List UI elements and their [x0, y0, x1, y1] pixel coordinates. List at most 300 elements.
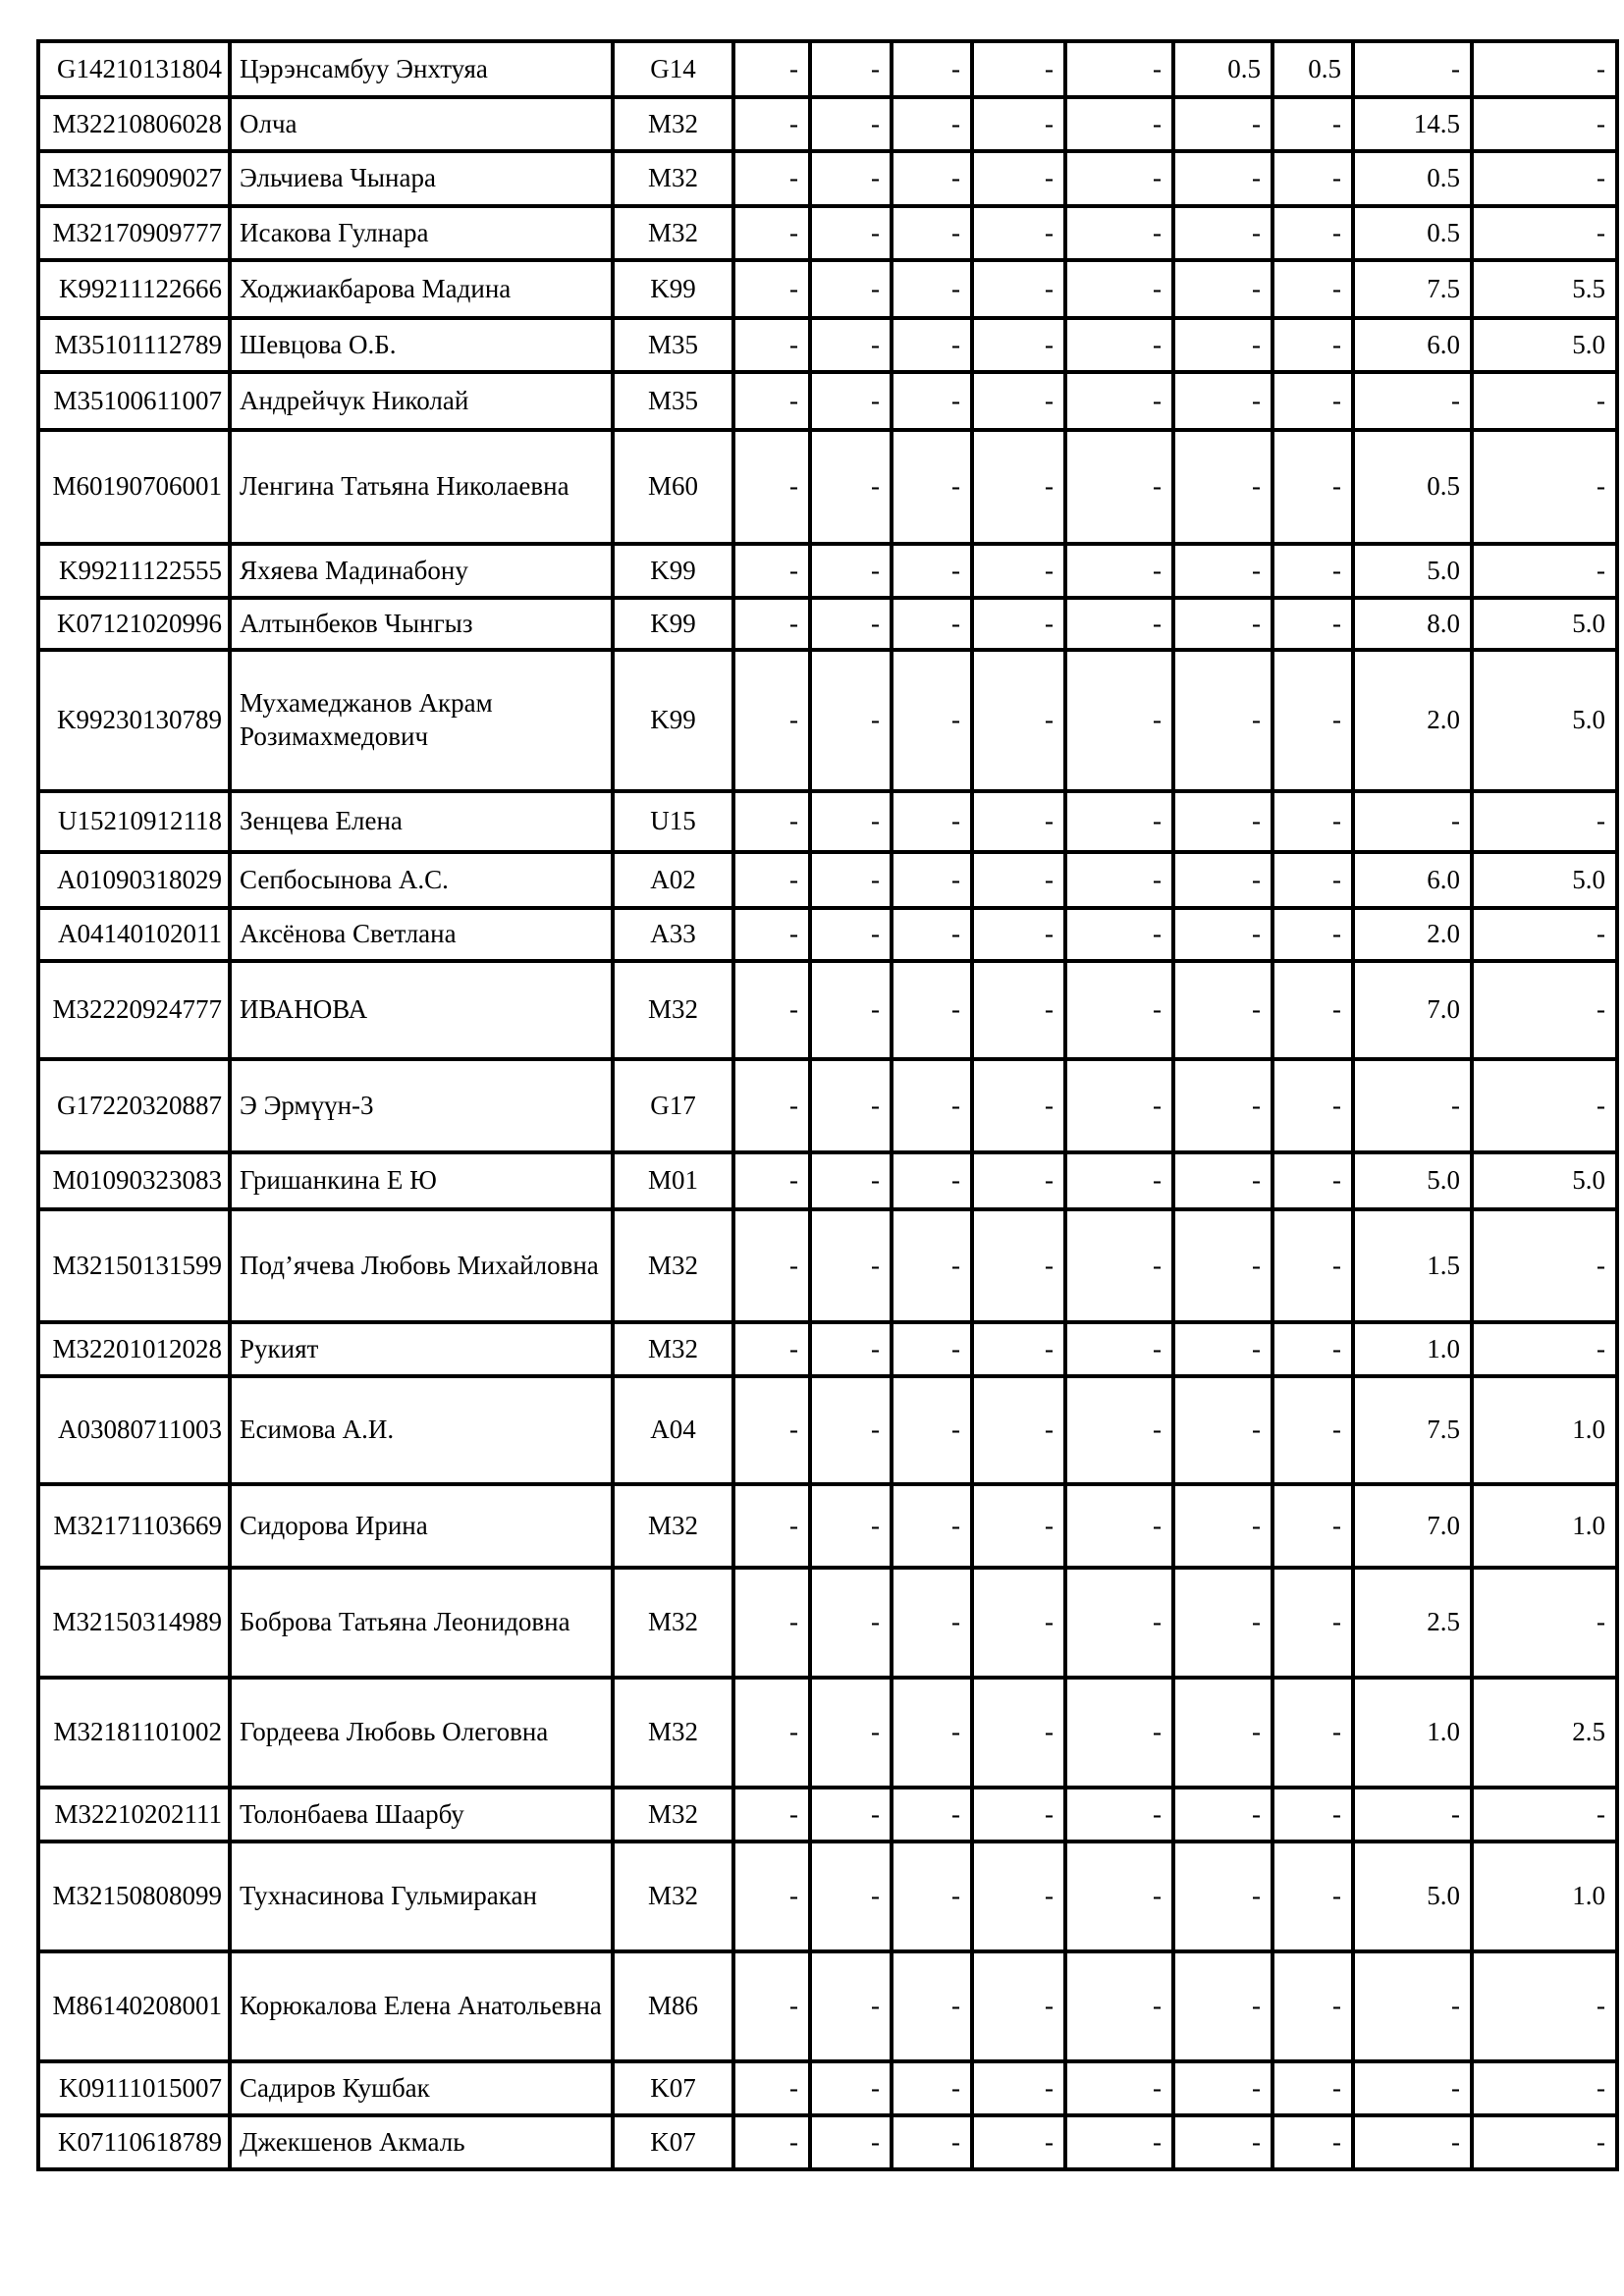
cell-value-6: -: [1173, 852, 1272, 908]
cell-value-1: -: [733, 1322, 810, 1376]
cell-value-3: -: [892, 1376, 972, 1484]
cell-group-code: M32: [613, 961, 733, 1059]
cell-group-code: M32: [613, 1678, 733, 1788]
cell-value-8: -: [1353, 791, 1472, 852]
cell-group-code: M32: [613, 151, 733, 206]
cell-value-5: -: [1065, 1322, 1173, 1376]
cell-value-3: -: [892, 151, 972, 206]
cell-participant-id: A03080711003: [38, 1376, 230, 1484]
cell-value-8: 8.0: [1353, 598, 1472, 650]
cell-participant-name: Цэрэнсамбуу Энхтуяа: [230, 41, 613, 97]
cell-value-2: -: [810, 791, 892, 852]
cell-participant-name: Толонбаева Шаарбу: [230, 1788, 613, 1842]
cell-value-9: -: [1472, 430, 1617, 544]
cell-value-4: -: [972, 430, 1065, 544]
table-row: [38, 544, 1617, 598]
table-row: [38, 908, 1617, 961]
cell-value-4: -: [972, 2061, 1065, 2115]
cell-participant-id: K99211122555: [38, 544, 230, 598]
cell-value-1: -: [733, 961, 810, 1059]
table-row: [38, 852, 1617, 908]
cell-participant-id: M35100611007: [38, 372, 230, 430]
cell-group-code: M60: [613, 430, 733, 544]
cell-value-6: -: [1173, 1059, 1272, 1152]
cell-value-8: 6.0: [1353, 318, 1472, 372]
cell-value-8: -: [1353, 2115, 1472, 2169]
cell-value-4: -: [972, 1842, 1065, 1951]
cell-value-2: -: [810, 430, 892, 544]
cell-value-2: -: [810, 961, 892, 1059]
cell-value-4: -: [972, 961, 1065, 1059]
cell-value-8: 14.5: [1353, 97, 1472, 151]
cell-value-3: -: [892, 1152, 972, 1209]
cell-participant-name: Шевцова О.Б.: [230, 318, 613, 372]
cell-participant-id: M35101112789: [38, 318, 230, 372]
cell-value-3: -: [892, 1678, 972, 1788]
cell-participant-name: Есимова А.И.: [230, 1376, 613, 1484]
cell-group-code: M32: [613, 1788, 733, 1842]
cell-participant-id: M32150808099: [38, 1842, 230, 1951]
cell-participant-name: Сидорова Ирина: [230, 1484, 613, 1568]
cell-value-9: -: [1472, 41, 1617, 97]
cell-value-1: -: [733, 260, 810, 318]
cell-value-7: -: [1272, 791, 1353, 852]
cell-value-6: -: [1173, 1568, 1272, 1678]
cell-value-4: -: [972, 1059, 1065, 1152]
cell-value-9: -: [1472, 1209, 1617, 1322]
cell-value-9: 5.0: [1472, 318, 1617, 372]
cell-value-4: -: [972, 1951, 1065, 2061]
cell-value-6: -: [1173, 791, 1272, 852]
cell-value-3: -: [892, 1322, 972, 1376]
cell-value-5: -: [1065, 318, 1173, 372]
cell-value-7: -: [1272, 430, 1353, 544]
cell-value-8: 1.5: [1353, 1209, 1472, 1322]
cell-value-7: -: [1272, 206, 1353, 260]
cell-value-3: -: [892, 544, 972, 598]
cell-value-5: -: [1065, 260, 1173, 318]
table-row: [38, 1678, 1617, 1788]
cell-value-8: -: [1353, 1059, 1472, 1152]
cell-participant-name: Тухнасинова Гульмиракан: [230, 1842, 613, 1951]
cell-value-7: -: [1272, 1951, 1353, 2061]
cell-group-code: K99: [613, 260, 733, 318]
cell-value-4: -: [972, 151, 1065, 206]
cell-value-1: -: [733, 206, 810, 260]
cell-value-2: -: [810, 544, 892, 598]
cell-value-4: -: [972, 41, 1065, 97]
cell-value-1: -: [733, 97, 810, 151]
cell-participant-id: K07121020996: [38, 598, 230, 650]
cell-value-3: -: [892, 598, 972, 650]
cell-value-6: -: [1173, 598, 1272, 650]
cell-participant-name: Яхяева Мадинабону: [230, 544, 613, 598]
cell-value-7: -: [1272, 650, 1353, 791]
cell-value-2: -: [810, 1209, 892, 1322]
cell-group-code: K07: [613, 2061, 733, 2115]
cell-value-4: -: [972, 206, 1065, 260]
cell-value-3: -: [892, 1059, 972, 1152]
cell-value-4: -: [972, 260, 1065, 318]
table-row: [38, 151, 1617, 206]
cell-value-2: -: [810, 2061, 892, 2115]
cell-value-2: -: [810, 206, 892, 260]
cell-value-2: -: [810, 1059, 892, 1152]
cell-value-9: 5.0: [1472, 852, 1617, 908]
cell-participant-name: Джекшенов Акмаль: [230, 2115, 613, 2169]
cell-value-3: -: [892, 852, 972, 908]
cell-value-7: -: [1272, 1678, 1353, 1788]
cell-value-1: -: [733, 1376, 810, 1484]
cell-value-1: -: [733, 1059, 810, 1152]
cell-value-7: -: [1272, 1568, 1353, 1678]
cell-value-6: -: [1173, 1484, 1272, 1568]
cell-value-8: -: [1353, 41, 1472, 97]
cell-value-9: 2.5: [1472, 1678, 1617, 1788]
cell-value-5: -: [1065, 1678, 1173, 1788]
table-row: [38, 2061, 1617, 2115]
cell-value-1: -: [733, 1209, 810, 1322]
cell-value-9: 1.0: [1472, 1842, 1617, 1951]
cell-value-1: -: [733, 544, 810, 598]
cell-value-7: -: [1272, 318, 1353, 372]
cell-value-4: -: [972, 1678, 1065, 1788]
cell-value-6: -: [1173, 1152, 1272, 1209]
cell-group-code: K99: [613, 544, 733, 598]
cell-value-5: -: [1065, 1842, 1173, 1951]
cell-value-2: -: [810, 1678, 892, 1788]
cell-value-9: -: [1472, 1568, 1617, 1678]
cell-group-code: K99: [613, 598, 733, 650]
cell-value-9: 5.0: [1472, 650, 1617, 791]
cell-value-8: 7.0: [1353, 961, 1472, 1059]
cell-value-2: -: [810, 151, 892, 206]
cell-value-1: -: [733, 1568, 810, 1678]
cell-value-9: -: [1472, 206, 1617, 260]
cell-value-9: 5.0: [1472, 1152, 1617, 1209]
cell-participant-id: G14210131804: [38, 41, 230, 97]
cell-value-4: -: [972, 791, 1065, 852]
cell-value-5: -: [1065, 2115, 1173, 2169]
cell-value-7: -: [1272, 1788, 1353, 1842]
cell-value-9: -: [1472, 2061, 1617, 2115]
cell-participant-name: Мухамеджанов Акрам Розимахмедович: [230, 650, 613, 791]
cell-participant-name: Ходжиакбарова Мадина: [230, 260, 613, 318]
cell-value-2: -: [810, 1322, 892, 1376]
cell-value-3: -: [892, 1484, 972, 1568]
cell-participant-name: Олча: [230, 97, 613, 151]
cell-value-6: -: [1173, 206, 1272, 260]
cell-value-4: -: [972, 852, 1065, 908]
cell-value-6: -: [1173, 544, 1272, 598]
cell-value-8: -: [1353, 372, 1472, 430]
cell-value-4: -: [972, 1376, 1065, 1484]
cell-value-6: -: [1173, 1376, 1272, 1484]
cell-value-7: 0.5: [1272, 41, 1353, 97]
cell-value-7: -: [1272, 2115, 1353, 2169]
cell-value-8: 1.0: [1353, 1322, 1472, 1376]
cell-participant-id: M32150131599: [38, 1209, 230, 1322]
cell-value-6: -: [1173, 1209, 1272, 1322]
cell-value-4: -: [972, 1484, 1065, 1568]
cell-value-5: -: [1065, 908, 1173, 961]
cell-value-7: -: [1272, 598, 1353, 650]
cell-value-5: -: [1065, 598, 1173, 650]
cell-value-5: -: [1065, 2061, 1173, 2115]
cell-participant-name: ИВАНОВА: [230, 961, 613, 1059]
cell-group-code: M32: [613, 1209, 733, 1322]
cell-value-6: -: [1173, 2061, 1272, 2115]
cell-value-8: 2.0: [1353, 908, 1472, 961]
cell-value-3: -: [892, 791, 972, 852]
cell-value-6: -: [1173, 1322, 1272, 1376]
cell-participant-name: Эльчиева Чынара: [230, 151, 613, 206]
cell-value-9: -: [1472, 791, 1617, 852]
cell-value-7: -: [1272, 2061, 1353, 2115]
cell-participant-id: M32150314989: [38, 1568, 230, 1678]
cell-value-7: -: [1272, 852, 1353, 908]
cell-participant-id: M32210806028: [38, 97, 230, 151]
cell-value-3: -: [892, 1568, 972, 1678]
cell-group-code: M32: [613, 206, 733, 260]
cell-participant-id: M32160909027: [38, 151, 230, 206]
cell-value-3: -: [892, 41, 972, 97]
cell-value-7: -: [1272, 97, 1353, 151]
cell-participant-id: U15210912118: [38, 791, 230, 852]
cell-value-2: -: [810, 372, 892, 430]
cell-participant-name: Исакова Гулнара: [230, 206, 613, 260]
cell-group-code: G17: [613, 1059, 733, 1152]
cell-value-7: -: [1272, 908, 1353, 961]
table-row: [38, 2115, 1617, 2169]
cell-value-8: 0.5: [1353, 151, 1472, 206]
cell-value-8: -: [1353, 1951, 1472, 2061]
cell-value-5: -: [1065, 791, 1173, 852]
cell-value-1: -: [733, 598, 810, 650]
cell-value-6: -: [1173, 318, 1272, 372]
cell-group-code: M32: [613, 1484, 733, 1568]
table-row: [38, 961, 1617, 1059]
cell-value-4: -: [972, 544, 1065, 598]
cell-value-2: -: [810, 1788, 892, 1842]
cell-value-1: -: [733, 1788, 810, 1842]
cell-participant-name: Корюкалова Елена Анатольевна: [230, 1951, 613, 2061]
cell-value-2: -: [810, 2115, 892, 2169]
cell-participant-id: K99211122666: [38, 260, 230, 318]
cell-value-5: -: [1065, 1209, 1173, 1322]
table-row: [38, 1484, 1617, 1568]
table-row: [38, 206, 1617, 260]
cell-value-3: -: [892, 2061, 972, 2115]
cell-value-3: -: [892, 1209, 972, 1322]
cell-value-6: -: [1173, 372, 1272, 430]
cell-value-7: -: [1272, 961, 1353, 1059]
cell-value-3: -: [892, 961, 972, 1059]
cell-value-6: -: [1173, 650, 1272, 791]
cell-value-1: -: [733, 1152, 810, 1209]
cell-value-5: -: [1065, 372, 1173, 430]
cell-value-1: -: [733, 151, 810, 206]
cell-value-2: -: [810, 908, 892, 961]
cell-value-1: -: [733, 41, 810, 97]
cell-value-6: -: [1173, 97, 1272, 151]
cell-participant-name: Э Эрмүүн-3: [230, 1059, 613, 1152]
table-row: [38, 372, 1617, 430]
cell-value-9: 5.5: [1472, 260, 1617, 318]
cell-value-6: -: [1173, 260, 1272, 318]
cell-participant-name: Боброва Татьяна Леонидовна: [230, 1568, 613, 1678]
cell-value-5: -: [1065, 1484, 1173, 1568]
cell-value-4: -: [972, 650, 1065, 791]
cell-value-5: -: [1065, 650, 1173, 791]
cell-participant-id: M32170909777: [38, 206, 230, 260]
cell-participant-id: M32181101002: [38, 1678, 230, 1788]
cell-value-5: -: [1065, 151, 1173, 206]
cell-participant-name: Садиров Кушбак: [230, 2061, 613, 2115]
cell-value-7: -: [1272, 1152, 1353, 1209]
cell-group-code: M35: [613, 318, 733, 372]
cell-value-8: 0.5: [1353, 206, 1472, 260]
cell-value-7: -: [1272, 1484, 1353, 1568]
cell-value-9: -: [1472, 961, 1617, 1059]
cell-value-6: -: [1173, 151, 1272, 206]
cell-value-5: -: [1065, 97, 1173, 151]
cell-value-5: -: [1065, 206, 1173, 260]
cell-value-8: 1.0: [1353, 1678, 1472, 1788]
cell-value-5: -: [1065, 1059, 1173, 1152]
table-row: [38, 1322, 1617, 1376]
cell-value-7: -: [1272, 260, 1353, 318]
table-row: [38, 1842, 1617, 1951]
cell-group-code: U15: [613, 791, 733, 852]
cell-participant-name: Аксёнова Светлана: [230, 908, 613, 961]
cell-group-code: M32: [613, 1568, 733, 1678]
cell-value-7: -: [1272, 1059, 1353, 1152]
table-row: [38, 1152, 1617, 1209]
cell-value-9: -: [1472, 1788, 1617, 1842]
cell-value-1: -: [733, 650, 810, 791]
cell-value-5: -: [1065, 961, 1173, 1059]
cell-value-6: -: [1173, 430, 1272, 544]
cell-value-5: -: [1065, 852, 1173, 908]
cell-participant-id: M32201012028: [38, 1322, 230, 1376]
cell-participant-id: G17220320887: [38, 1059, 230, 1152]
cell-value-5: -: [1065, 430, 1173, 544]
cell-value-9: -: [1472, 1322, 1617, 1376]
cell-value-3: -: [892, 206, 972, 260]
cell-value-7: -: [1272, 1842, 1353, 1951]
cell-value-1: -: [733, 2115, 810, 2169]
cell-value-6: -: [1173, 1842, 1272, 1951]
cell-value-3: -: [892, 908, 972, 961]
cell-group-code: K99: [613, 650, 733, 791]
cell-value-5: -: [1065, 1568, 1173, 1678]
cell-value-2: -: [810, 1152, 892, 1209]
cell-value-2: -: [810, 1376, 892, 1484]
cell-participant-id: M01090323083: [38, 1152, 230, 1209]
cell-value-5: -: [1065, 1788, 1173, 1842]
cell-participant-name: Рукият: [230, 1322, 613, 1376]
cell-value-8: 7.5: [1353, 1376, 1472, 1484]
cell-value-7: -: [1272, 1209, 1353, 1322]
cell-participant-name: Зенцева Елена: [230, 791, 613, 852]
cell-group-code: K07: [613, 2115, 733, 2169]
cell-value-6: -: [1173, 1678, 1272, 1788]
cell-value-5: -: [1065, 544, 1173, 598]
cell-participant-id: M32171103669: [38, 1484, 230, 1568]
cell-value-8: 5.0: [1353, 544, 1472, 598]
cell-value-4: -: [972, 2115, 1065, 2169]
cell-value-9: 1.0: [1472, 1484, 1617, 1568]
cell-value-9: -: [1472, 372, 1617, 430]
cell-participant-name: Андрейчук Николай: [230, 372, 613, 430]
cell-value-1: -: [733, 908, 810, 961]
cell-value-8: -: [1353, 2061, 1472, 2115]
table-row: [38, 1568, 1617, 1678]
cell-value-9: -: [1472, 544, 1617, 598]
table-row: [38, 598, 1617, 650]
cell-value-7: -: [1272, 1376, 1353, 1484]
cell-value-8: -: [1353, 1788, 1472, 1842]
cell-value-7: -: [1272, 372, 1353, 430]
table-row: [38, 791, 1617, 852]
table-row: [38, 260, 1617, 318]
cell-value-6: -: [1173, 1788, 1272, 1842]
cell-value-3: -: [892, 372, 972, 430]
cell-group-code: M32: [613, 1842, 733, 1951]
cell-value-6: -: [1173, 961, 1272, 1059]
cell-value-1: -: [733, 318, 810, 372]
cell-participant-id: M86140208001: [38, 1951, 230, 2061]
cell-value-4: -: [972, 318, 1065, 372]
cell-value-2: -: [810, 318, 892, 372]
cell-value-4: -: [972, 1322, 1065, 1376]
cell-value-1: -: [733, 791, 810, 852]
cell-value-3: -: [892, 318, 972, 372]
cell-value-2: -: [810, 97, 892, 151]
cell-group-code: M01: [613, 1152, 733, 1209]
cell-value-2: -: [810, 1484, 892, 1568]
cell-value-9: -: [1472, 908, 1617, 961]
cell-value-7: -: [1272, 544, 1353, 598]
cell-value-9: -: [1472, 1951, 1617, 2061]
cell-value-2: -: [810, 598, 892, 650]
cell-value-5: -: [1065, 1152, 1173, 1209]
cell-value-1: -: [733, 372, 810, 430]
cell-value-9: -: [1472, 2115, 1617, 2169]
cell-value-8: 5.0: [1353, 1842, 1472, 1951]
table-row: [38, 1059, 1617, 1152]
cell-value-3: -: [892, 97, 972, 151]
table-row: [38, 430, 1617, 544]
cell-participant-name: Под’ячева Любовь Михайловна: [230, 1209, 613, 1322]
cell-value-3: -: [892, 1951, 972, 2061]
cell-value-9: -: [1472, 151, 1617, 206]
cell-value-6: -: [1173, 908, 1272, 961]
cell-value-7: -: [1272, 151, 1353, 206]
cell-value-2: -: [810, 1842, 892, 1951]
score-table-body: [38, 41, 1617, 2169]
cell-value-1: -: [733, 430, 810, 544]
cell-value-1: -: [733, 1951, 810, 2061]
table-row: [38, 1209, 1617, 1322]
cell-value-8: 7.5: [1353, 260, 1472, 318]
cell-participant-id: M32210202111: [38, 1788, 230, 1842]
cell-value-6: 0.5: [1173, 41, 1272, 97]
cell-value-5: -: [1065, 1951, 1173, 2061]
table-row: [38, 318, 1617, 372]
cell-value-4: -: [972, 97, 1065, 151]
